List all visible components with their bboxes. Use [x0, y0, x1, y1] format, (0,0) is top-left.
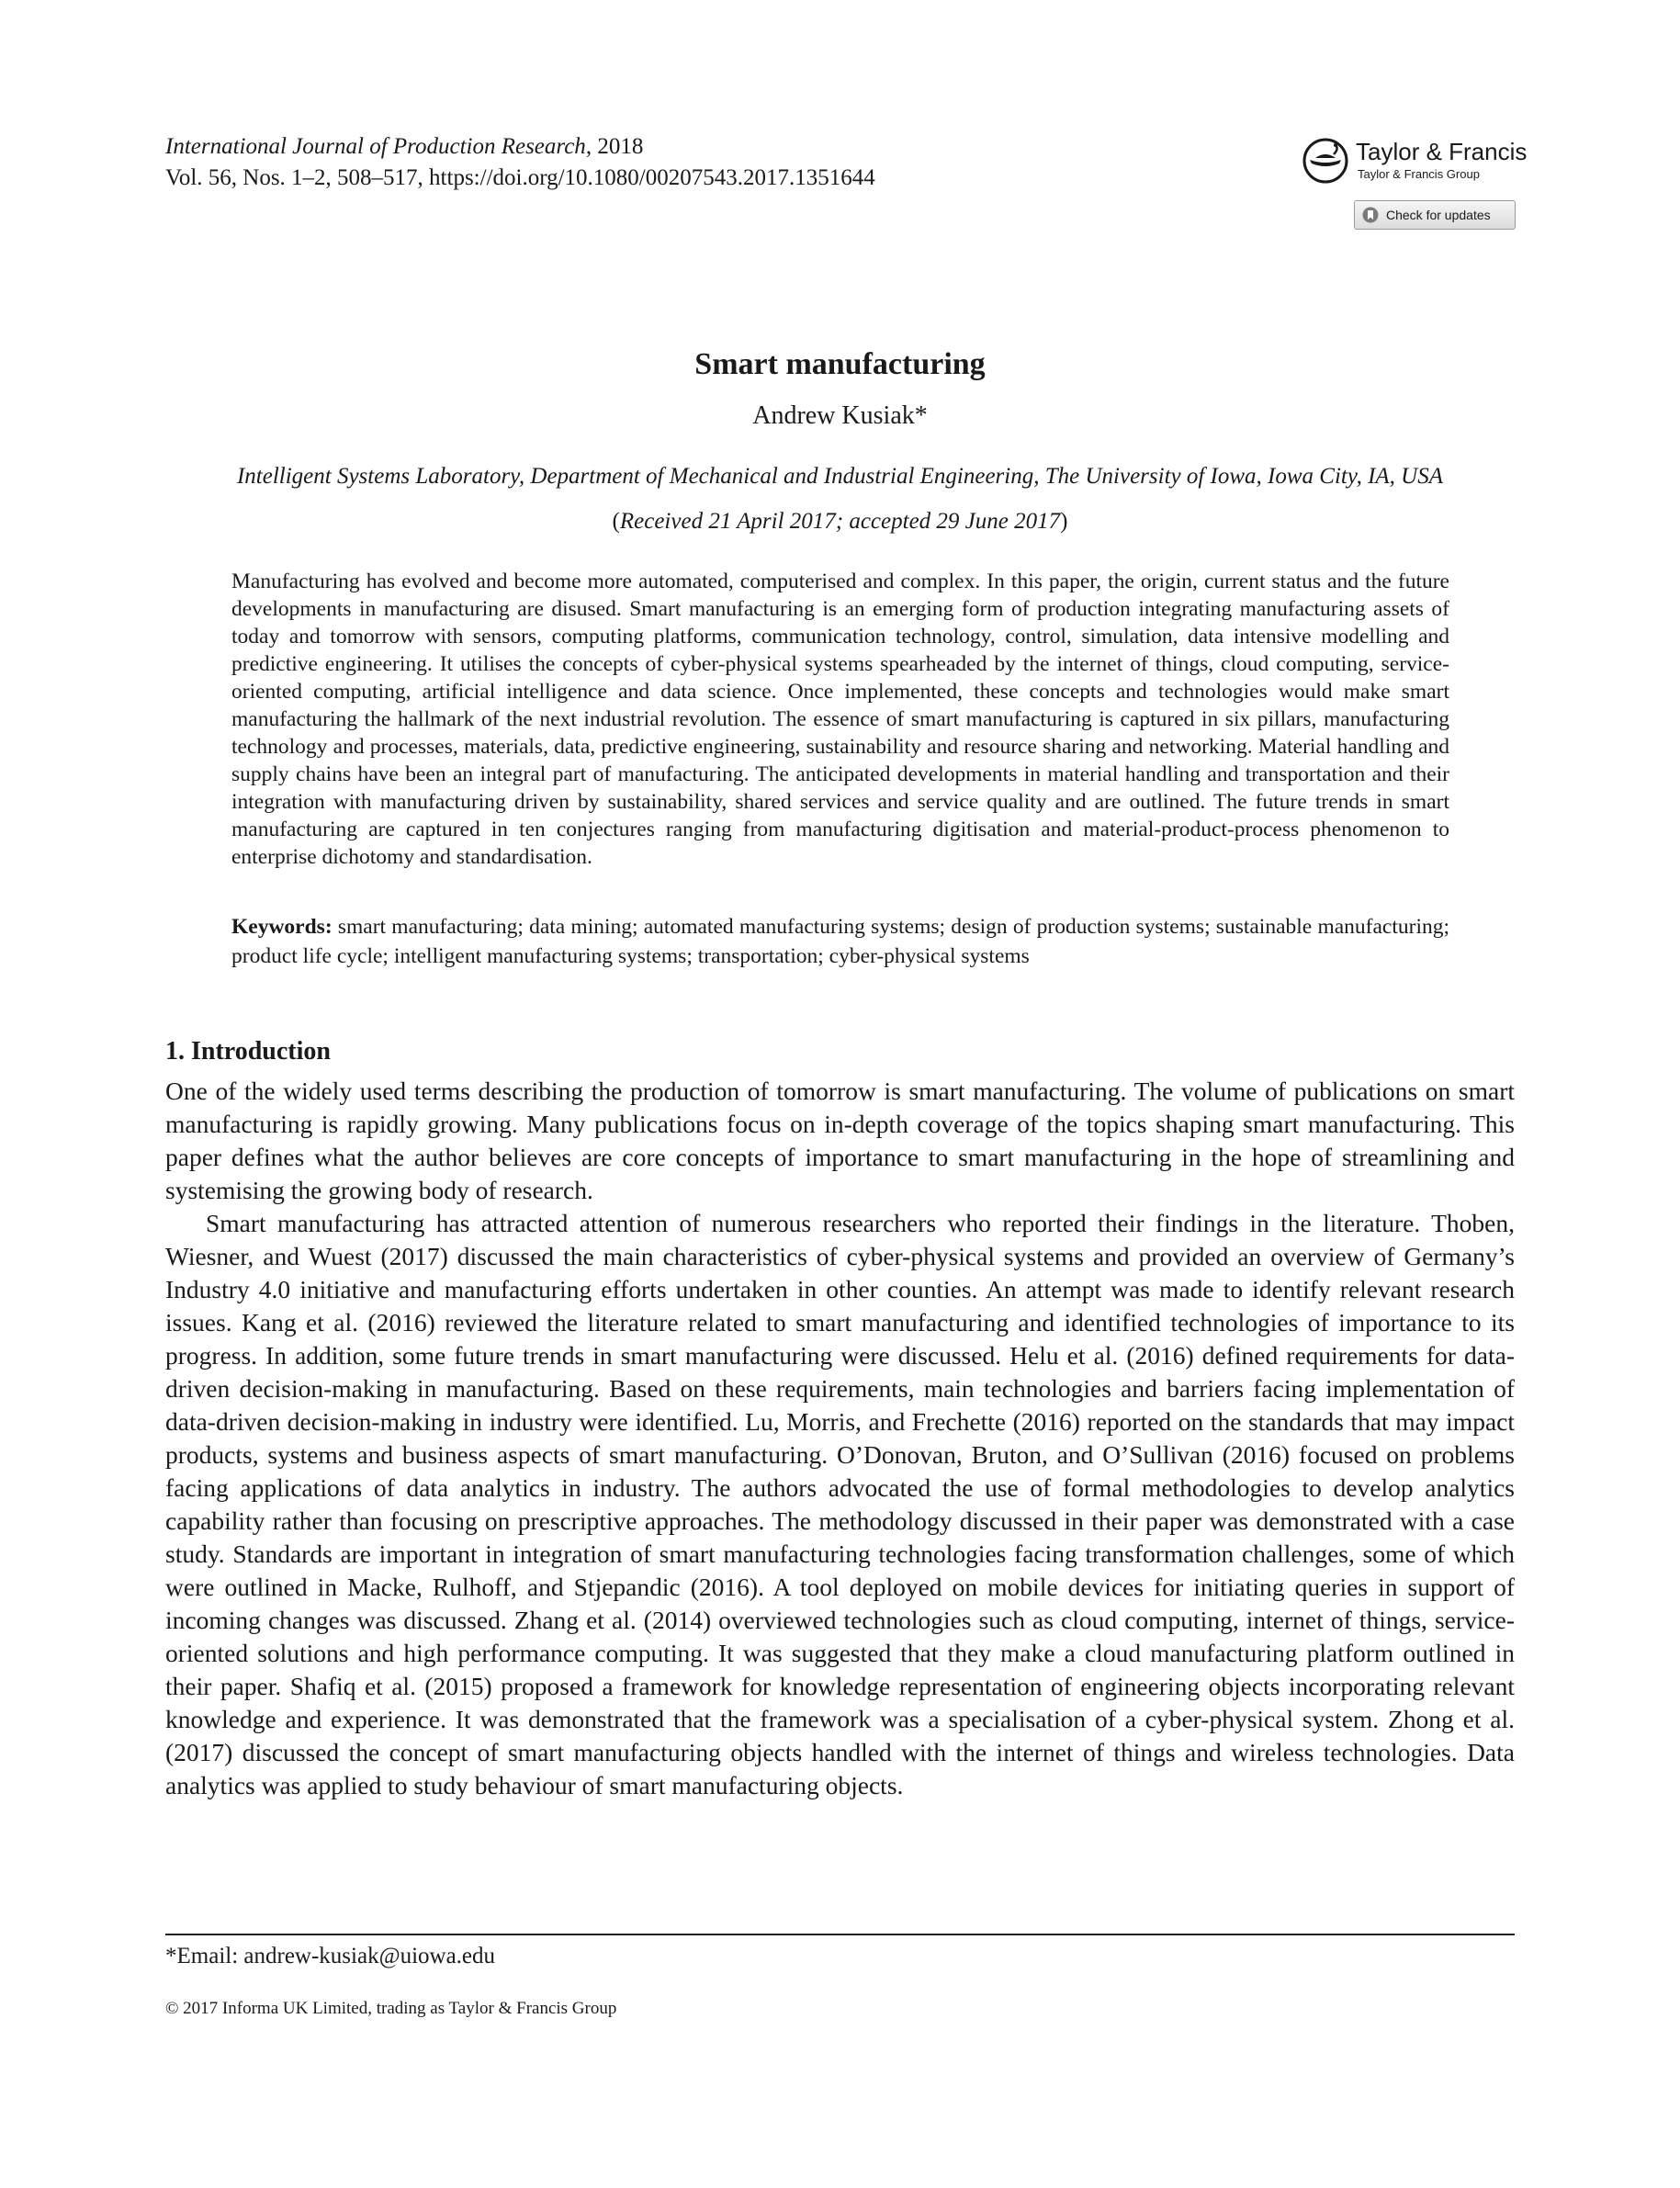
keywords	[231, 912, 1449, 971]
journal-year: , 2018	[585, 134, 644, 159]
copyright-notice: © 2017 Informa UK Limited, trading as Taylor & Francis Group	[165, 1999, 617, 2018]
journal-citation-line	[165, 131, 875, 163]
volume-doi-line: Vol. 56, Nos. 1–2, 508–517, https://doi.org/10.1080/00207543.2017.1351644	[165, 165, 875, 190]
journal-name: International Journal of Production Research	[165, 134, 586, 159]
footnote-divider	[165, 1934, 1515, 1935]
journal-header	[165, 131, 875, 194]
taylor-francis-lamp-icon	[1302, 138, 1348, 184]
publisher-name: Taylor & Francis	[1356, 138, 1528, 165]
received-open-paren: (	[612, 509, 620, 534]
received-dates	[165, 508, 1515, 536]
keywords-list: smart manufacturing; data mining; automated manufacturing systems; design of production systems; sustainable manufacturing; product life cycle; intelligent manufacturing systems; transportation; cyber-physical systems	[231, 915, 1450, 968]
introduction-body	[165, 1075, 1515, 1802]
paper-title: Smart manufacturing	[694, 347, 986, 381]
body-paragraph: One of the widely used terms describing the production of tomorrow is smart manufacturing. The volume of publications on smart manufacturing is rapidly growing. Many publications focus on in-depth coverage of the topics shaping smart manufacturing. This paper defines what the author believes are core concepts of importance to smart manufacturing in the hope of streamlining and systemising the growing body of research.	[165, 1077, 1515, 1204]
bookmark-icon	[1362, 207, 1379, 223]
publisher-logo[interactable]	[1302, 136, 1528, 189]
publisher-group: Taylor & Francis Group	[1358, 167, 1480, 181]
author-affiliation: Intelligent Systems Laboratory, Department of Mechanical and Industrial Engineering, The University of Iowa, Iowa City, IA, USA	[236, 464, 1444, 489]
body-paragraph: Smart manufacturing has attracted attention of numerous researchers who reported their findings in the literature. Thoben, Wiesner, and Wuest (2017) discussed the main characteristics of cyber-physical systems and provided an overview of Germany’s Industry 4.0 initiative and manufacturing efforts undertaken in other counties. An attempt was made to identify relevant research issues. Kang et al. (2016) reviewed the literature related to smart manufacturing and identified technologies of importance to its progress. In addition, some future trends in smart manufacturing were discussed. Helu et al. (2016) defined requirements for data-driven decision-making in manufacturing. Based on these requirements, main technologies and barriers facing implementation of data-driven decision-making in industry were identified. Lu, Morris, and Frechette (2016) reported on the standards that may impact products, systems and business aspects of smart manufacturing. O’Donovan, Bruton, and O’Sullivan (2016) focused on problems facing applications of data analytics in industry. The authors advocated the use of formal methodologies to develop analytics capability rather than focusing on prescriptive approaches. The methodology discussed in their paper was demonstrated with a case study. Standards are important in integration of smart manufacturing technologies facing transformation challenges, some of which were outlined in Macke, Rulhoff, and Stjepandic (2016). A tool deployed on mobile devices for initiating queries in support of incoming changes was discussed. Zhang et al. (2014) overviewed technologies such as cloud computing, internet of things, service-oriented solutions and high performance computing. It was suggested that they make a cloud manufacturing platform outlined in their paper. Shafiq et al. (2015) proposed a framework for knowledge representation of engineering objects incorporating relevant knowledge and experience. It was demonstrated that the framework was a specialisation of a cyber-physical system. Zhong et al. (2017) discussed the concept of smart manufacturing objects handled with the internet of things and wireless technologies. Data analytics was applied to study behaviour of smart manufacturing objects.	[165, 1209, 1515, 1799]
section-heading-introduction: 1. Introduction	[165, 1037, 331, 1066]
check-for-updates-label: Check for updates	[1386, 208, 1491, 222]
author-name: Andrew Kusiak*	[752, 401, 928, 430]
received-text: Received 21 April 2017; accepted 29 June 2017	[619, 509, 1061, 534]
received-close-paren: )	[1060, 509, 1068, 534]
abstract: Manufacturing has evolved and become more automated, computerised and complex. In this paper, the origin, current status and the future developments in manufacturing are disused. Smart manufacturing is an emerging form of production integrating manufacturing assets of today and tomorrow with sensors, computing platforms, communication technology, control, simulation, data intensive modelling and predictive engineering. It utilises the concepts of cyber-physical systems spearheaded by the internet of things, cloud computing, service-oriented computing, artificial intelligence and data science. Once implemented, these concepts and technologies would make smart manufacturing the hallmark of the next industrial revolution. The essence of smart manufacturing is captured in six pillars, manufacturing technology and processes, materials, data, predictive engineering, sustainability and resource sharing and networking. Material handling and supply chains have been an integral part of manufacturing. The anticipated developments in material handling and transportation and their integration with manufacturing driven by sustainability, shared services and service quality and are outlined. The future trends in smart manufacturing are captured in ten conjectures ranging from manufacturing digitisation and material-product-process phenomenon to enterprise dichotomy and standardisation.	[231, 570, 1449, 869]
author-email-footnote: *Email: andrew-kusiak@uiowa.edu	[165, 1944, 496, 1968]
check-for-updates-button[interactable]	[1354, 200, 1516, 230]
keywords-label: Keywords:	[231, 915, 333, 939]
